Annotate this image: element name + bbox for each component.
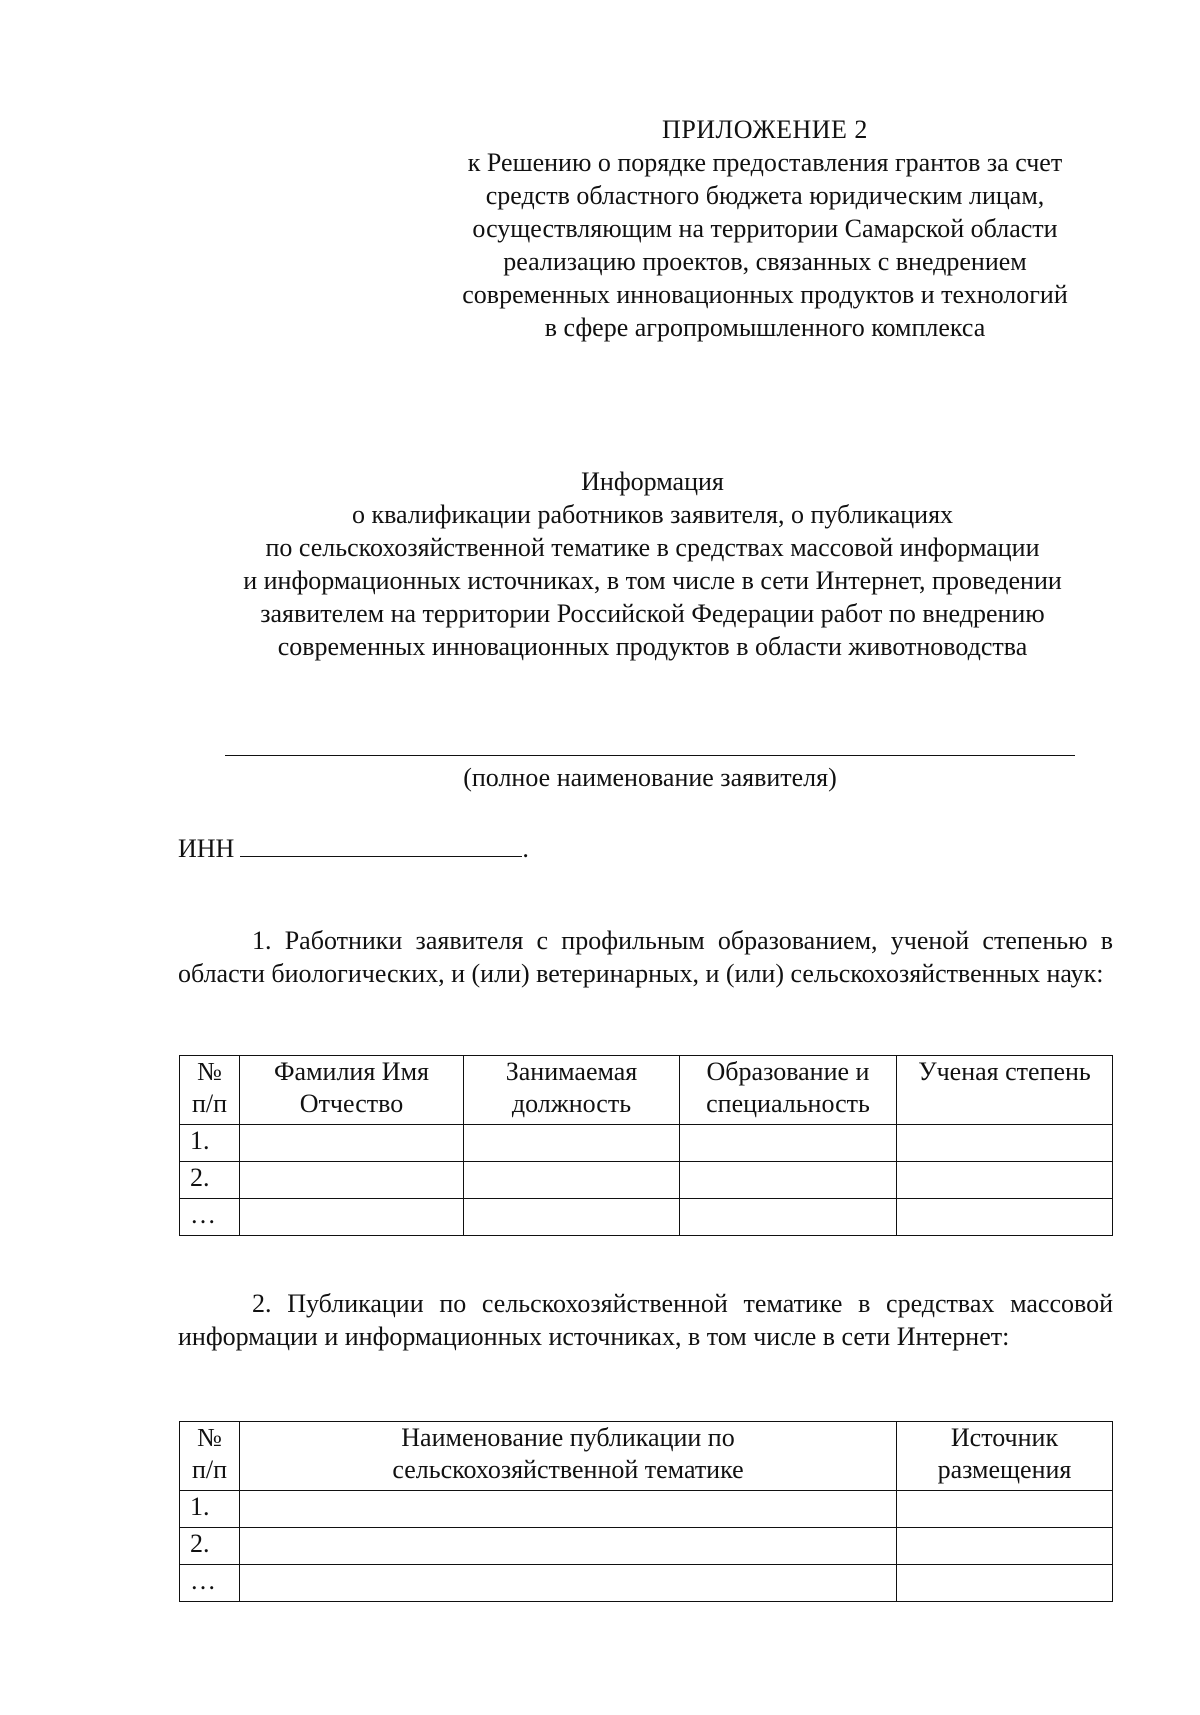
info-line: и информационных источниках, в том числе в сети Интернет, проведении bbox=[243, 566, 1062, 595]
col-education-header: Образование и специальность bbox=[680, 1056, 897, 1125]
col-number-header: № п/п bbox=[180, 1422, 240, 1491]
table-cell[interactable] bbox=[240, 1528, 897, 1565]
section1-text: 1. Работники заявителя с профильным образованием, ученой степенью в области биологических, и (или) ветеринарных, и (или) сельскохозяйственных наук: bbox=[178, 926, 1113, 988]
applicant-name-line[interactable] bbox=[225, 755, 1075, 756]
table-cell[interactable] bbox=[240, 1565, 897, 1602]
col-position-header: Занимаемая должность bbox=[464, 1056, 680, 1125]
col-publication-header: Наименование публикации по сельскохозяйственной тематике bbox=[240, 1422, 897, 1491]
table-cell[interactable] bbox=[240, 1125, 464, 1162]
table-row bbox=[180, 1491, 1113, 1528]
info-heading bbox=[170, 465, 1135, 663]
table-header-row bbox=[180, 1422, 1113, 1491]
table-cell[interactable] bbox=[897, 1491, 1113, 1528]
table-cell[interactable] bbox=[897, 1565, 1113, 1602]
row-number: … bbox=[180, 1199, 240, 1236]
table-cell[interactable] bbox=[464, 1125, 680, 1162]
row-number: 1. bbox=[180, 1491, 240, 1528]
row-number: … bbox=[180, 1565, 240, 1602]
table-cell[interactable] bbox=[680, 1199, 897, 1236]
info-title: Информация bbox=[581, 467, 724, 496]
table-cell[interactable] bbox=[897, 1199, 1113, 1236]
table-header-row bbox=[180, 1056, 1113, 1125]
applicant-name-caption: (полное наименование заявителя) bbox=[463, 763, 837, 792]
table-cell[interactable] bbox=[464, 1199, 680, 1236]
table-row bbox=[180, 1565, 1113, 1602]
col-fullname-header: Фамилия Имя Отчество bbox=[240, 1056, 464, 1125]
table-row bbox=[180, 1125, 1113, 1162]
row-number: 2. bbox=[180, 1162, 240, 1199]
info-line: о квалификации работников заявителя, о публикациях bbox=[351, 500, 954, 529]
table-cell[interactable] bbox=[897, 1162, 1113, 1199]
col-degree-header: Ученая степень bbox=[897, 1056, 1113, 1125]
col-number-header: № п/п bbox=[180, 1056, 240, 1125]
appendix-line: в сфере агропромышленного комплекса bbox=[544, 313, 986, 342]
inn-end: . bbox=[522, 834, 529, 863]
info-line: по сельскохозяйственной тематике в средствах массовой информации bbox=[265, 533, 1040, 562]
publications-table bbox=[179, 1421, 1113, 1602]
appendix-line: современных инновационных продуктов и технологий bbox=[462, 280, 1068, 309]
col-source-header: Источник размещения bbox=[897, 1422, 1113, 1491]
table-cell[interactable] bbox=[680, 1162, 897, 1199]
row-number: 1. bbox=[180, 1125, 240, 1162]
section2-text: 2. Публикации по сельскохозяйственной тематике в средствах массовой информации и информационных источниках, в том числе в сети Интернет: bbox=[178, 1289, 1113, 1351]
table-cell[interactable] bbox=[897, 1528, 1113, 1565]
table-cell[interactable] bbox=[464, 1162, 680, 1199]
inn-field bbox=[178, 832, 529, 865]
table-row bbox=[180, 1162, 1113, 1199]
table-cell[interactable] bbox=[897, 1125, 1113, 1162]
row-number: 2. bbox=[180, 1528, 240, 1565]
inn-blank[interactable] bbox=[240, 832, 522, 857]
appendix-header bbox=[430, 113, 1100, 344]
info-line: современных инновационных продуктов в области животноводства bbox=[277, 632, 1028, 661]
appendix-line: осуществляющим на территории Самарской области bbox=[472, 214, 1058, 243]
appendix-line: реализацию проектов, связанных с внедрением bbox=[503, 247, 1027, 276]
appendix-line: к Решению о порядке предоставления грантов за счет bbox=[467, 148, 1063, 177]
appendix-title: ПРИЛОЖЕНИЕ 2 bbox=[662, 115, 868, 144]
table-cell[interactable] bbox=[240, 1199, 464, 1236]
table-row bbox=[180, 1199, 1113, 1236]
info-line: заявителем на территории Российской Федерации работ по внедрению bbox=[260, 599, 1045, 628]
table-cell[interactable] bbox=[680, 1125, 897, 1162]
table-row bbox=[180, 1528, 1113, 1565]
appendix-line: средств областного бюджета юридическим лицам, bbox=[485, 181, 1045, 210]
table-cell[interactable] bbox=[240, 1162, 464, 1199]
inn-label: ИНН bbox=[178, 834, 235, 863]
table-cell[interactable] bbox=[240, 1491, 897, 1528]
employees-table bbox=[179, 1055, 1113, 1236]
